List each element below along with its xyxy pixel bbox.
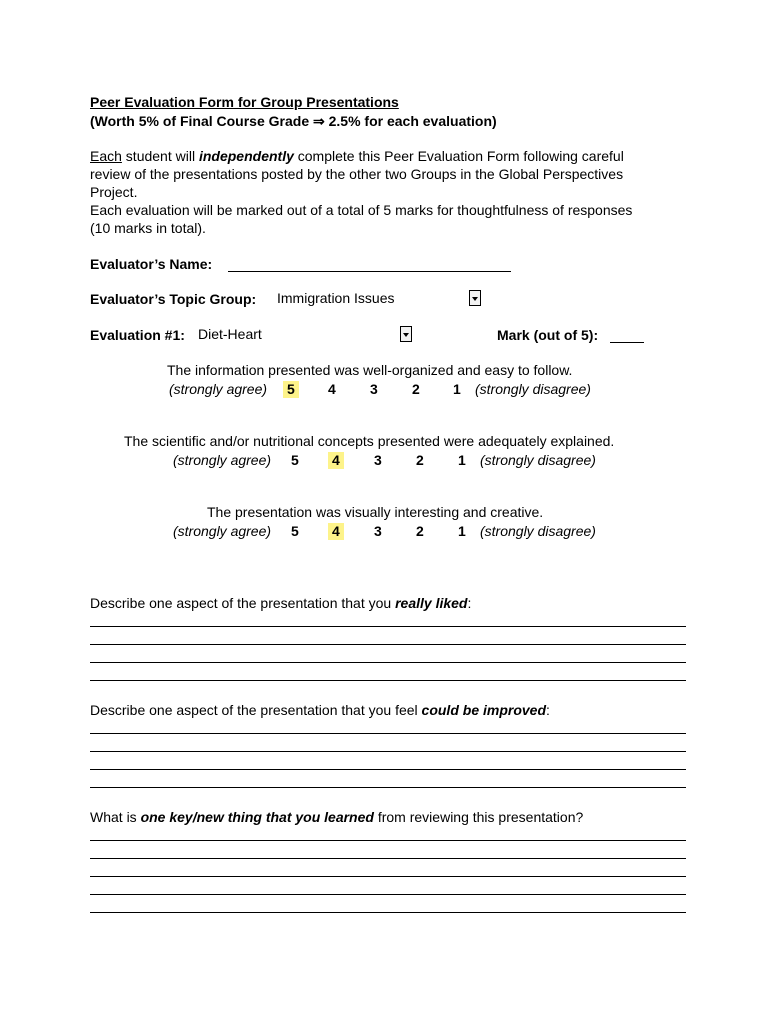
scale-option-1[interactable]: 1: [458, 523, 466, 539]
improve-answer-line[interactable]: [90, 733, 686, 734]
form-title: Peer Evaluation Form for Group Presentations: [90, 94, 399, 110]
scale-option-3[interactable]: 3: [374, 452, 382, 468]
scale-option-5[interactable]: 5: [283, 381, 299, 398]
question-1-text: The information presented was well-organized and easy to follow.: [167, 362, 573, 378]
scale-left-label: (strongly agree): [169, 381, 268, 397]
question-3-scale: [0, 523, 768, 540]
scale-right-label: (strongly disagree): [480, 452, 596, 468]
evaluation-value[interactable]: Diet-Heart: [198, 326, 262, 342]
scale-option-1[interactable]: 1: [453, 381, 461, 397]
topic-group-dropdown-icon[interactable]: [469, 290, 481, 306]
evaluation-dropdown-icon[interactable]: [400, 326, 412, 342]
improve-answer-line[interactable]: [90, 787, 686, 788]
scale-option-4[interactable]: 4: [328, 523, 344, 540]
intro-line-2: review of the presentations posted by the other two Groups in the Global Perspectives: [90, 166, 624, 182]
liked-answer-line[interactable]: [90, 662, 686, 663]
question-1-scale: [0, 381, 768, 398]
topic-group-value[interactable]: Immigration Issues: [277, 290, 395, 306]
scale-option-2[interactable]: 2: [412, 381, 420, 397]
scale-option-2[interactable]: 2: [416, 523, 424, 539]
learned-answer-line[interactable]: [90, 894, 686, 895]
scale-right-label: (strongly disagree): [475, 381, 591, 397]
intro-line-1: Each student will independently complete this Peer Evaluation Form following careful: [90, 148, 624, 164]
intro-line-5: (10 marks in total).: [90, 220, 206, 236]
liked-prompt: Describe one aspect of the presentation that you really liked:: [90, 595, 472, 611]
scale-option-3[interactable]: 3: [374, 523, 382, 539]
question-2-scale: [0, 452, 768, 469]
liked-answer-line[interactable]: [90, 680, 686, 681]
form-subtitle: (Worth 5% of Final Course Grade ⇒ 2.5% for each evaluation): [90, 113, 497, 129]
intro-line-4: Each evaluation will be marked out of a total of 5 marks for thoughtfulness of responses: [90, 202, 633, 218]
learned-prompt: What is one key/new thing that you learned from reviewing this presentation?: [90, 809, 584, 825]
question-2-text: The scientific and/or nutritional concepts presented were adequately explained.: [124, 433, 615, 449]
scale-left-label: (strongly agree): [173, 523, 272, 539]
question-3-text: The presentation was visually interesting and creative.: [207, 504, 544, 520]
improve-answer-line[interactable]: [90, 769, 686, 770]
improve-prompt: Describe one aspect of the presentation that you feel could be improved:: [90, 702, 550, 718]
scale-left-label: (strongly agree): [173, 452, 272, 468]
scale-option-4[interactable]: 4: [328, 452, 344, 469]
scale-option-5[interactable]: 5: [291, 452, 299, 468]
evaluator-name-label: Evaluator’s Name:: [90, 256, 213, 272]
scale-option-4[interactable]: 4: [328, 381, 336, 397]
evaluator-name-field[interactable]: [228, 271, 511, 272]
improve-answer-line[interactable]: [90, 751, 686, 752]
scale-option-2[interactable]: 2: [416, 452, 424, 468]
scale-right-label: (strongly disagree): [480, 523, 596, 539]
learned-answer-line[interactable]: [90, 912, 686, 913]
learned-answer-line[interactable]: [90, 858, 686, 859]
liked-answer-line[interactable]: [90, 626, 686, 627]
intro-line-3: Project.: [90, 184, 138, 200]
liked-answer-line[interactable]: [90, 644, 686, 645]
learned-answer-line[interactable]: [90, 840, 686, 841]
learned-answer-line[interactable]: [90, 876, 686, 877]
topic-group-label: Evaluator’s Topic Group:: [90, 291, 257, 307]
scale-option-3[interactable]: 3: [370, 381, 378, 397]
mark-label: Mark (out of 5):: [497, 327, 599, 343]
mark-field[interactable]: [610, 342, 644, 343]
evaluation-label: Evaluation #1:: [90, 327, 185, 343]
scale-option-5[interactable]: 5: [291, 523, 299, 539]
scale-option-1[interactable]: 1: [458, 452, 466, 468]
